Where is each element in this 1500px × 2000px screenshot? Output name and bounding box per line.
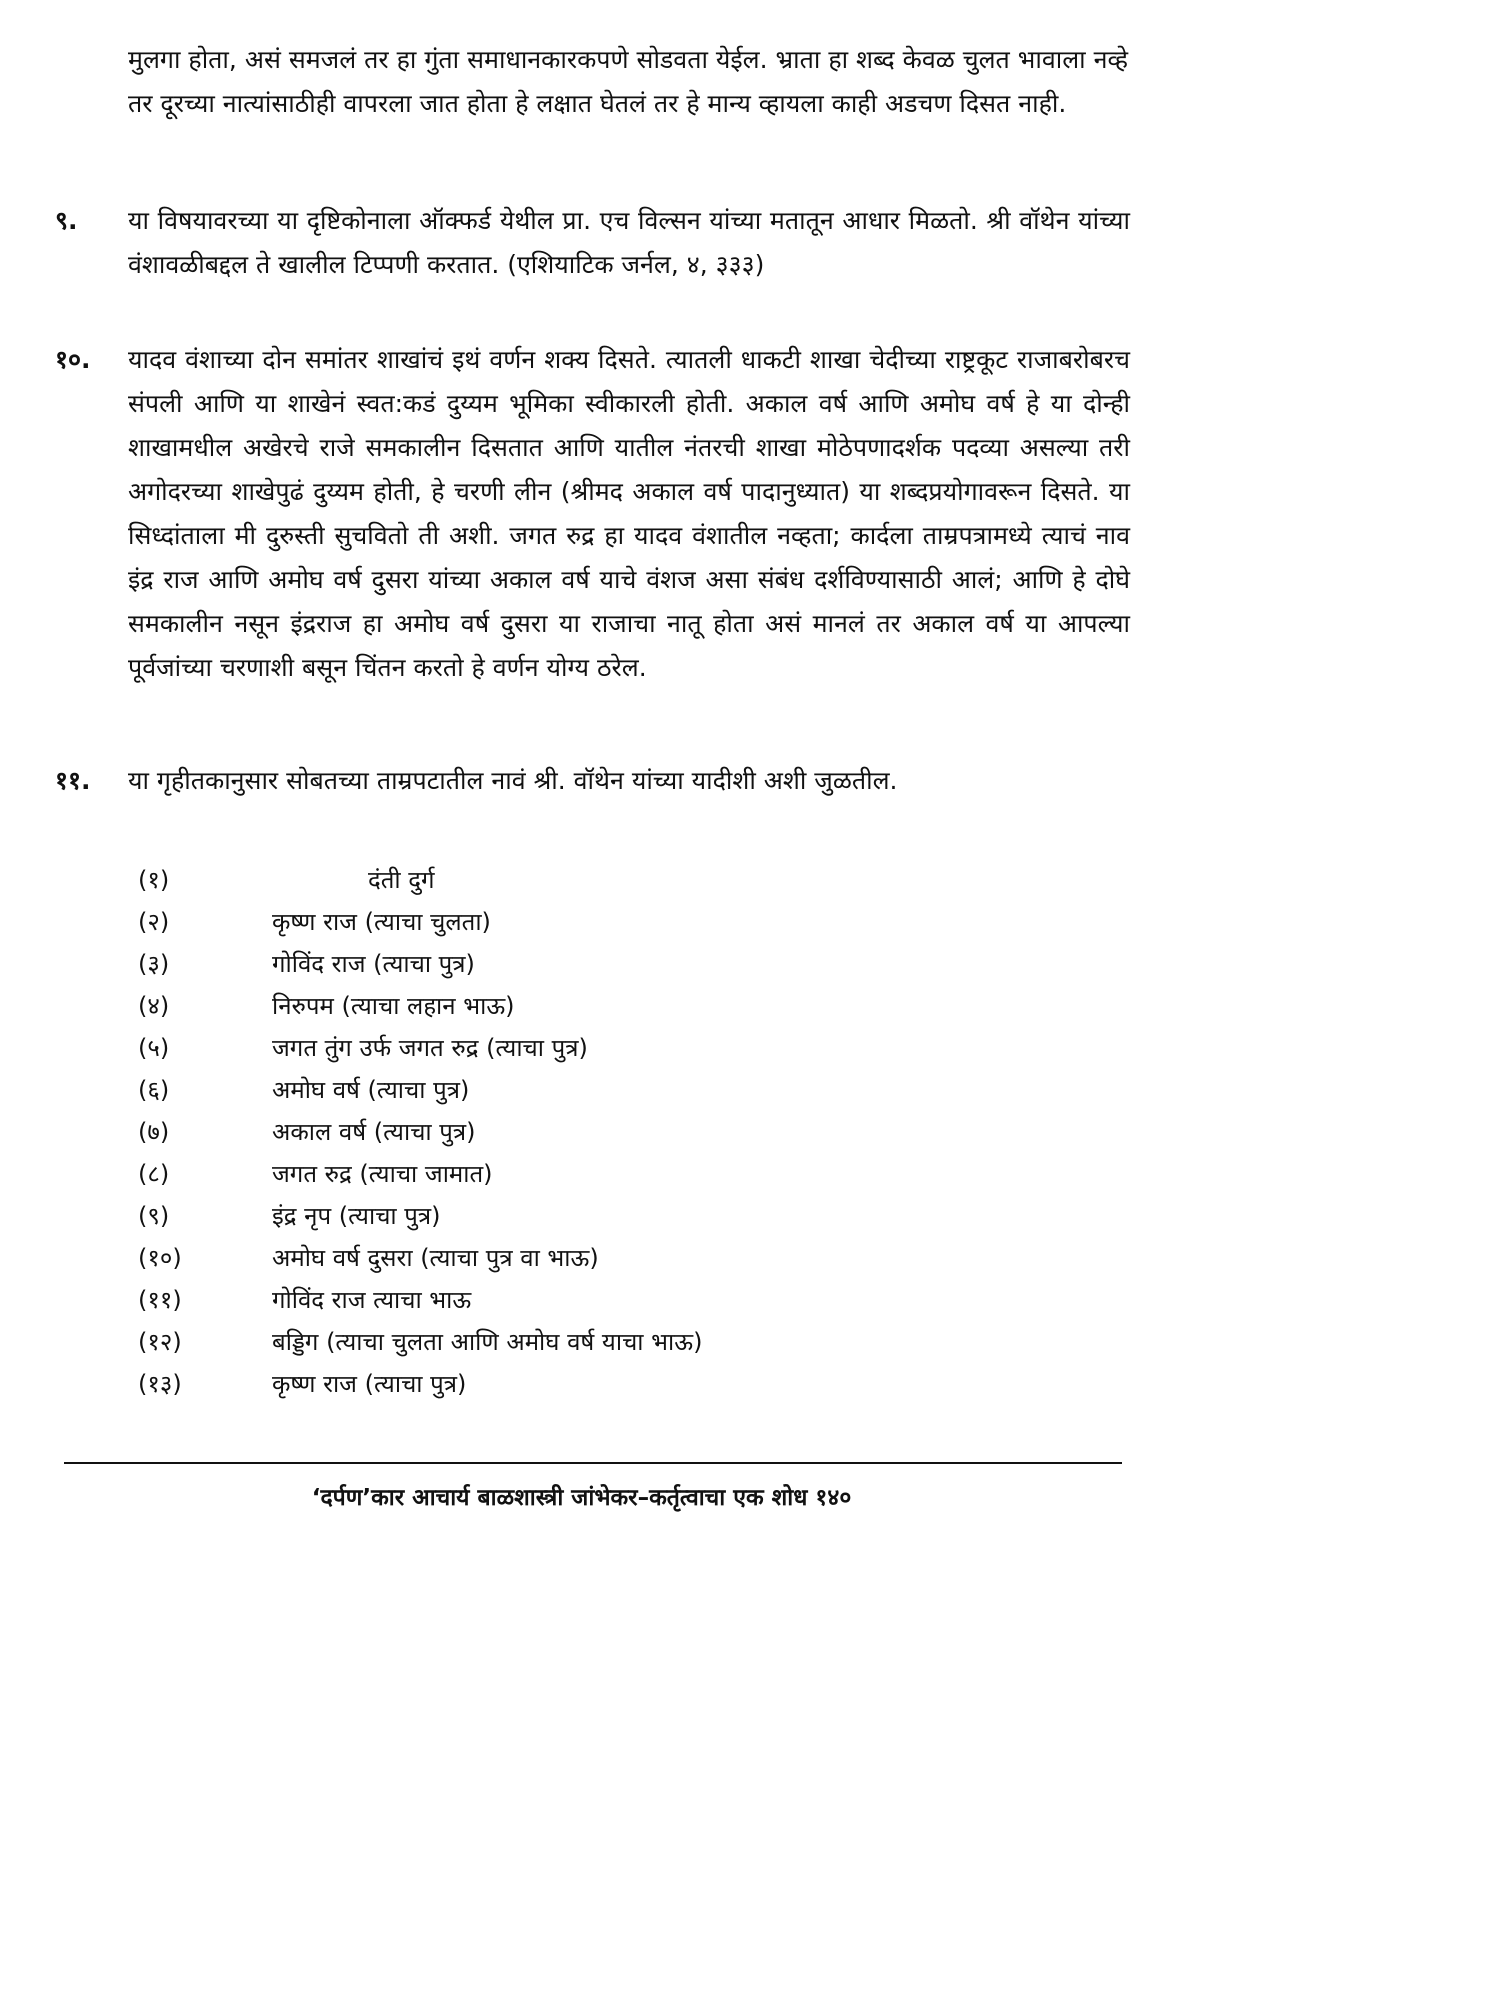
list-name: निरुपम (त्याचा लहान भाऊ) — [272, 992, 515, 1020]
list-index: (३) — [138, 950, 170, 978]
list-item — [138, 1319, 1038, 1361]
list-index: (४) — [138, 992, 170, 1020]
intro-text: मुलगा होता, असं समजलं तर हा गुंता समाधानकारकपणे सोडवता येईल. भ्राता हा शब्द केवळ चुलत भावाला नव्हे तर दूरच्या नात्यांसाठीही वापरला जात होता हे लक्षात घेतलं तर हे मान्य व्हायला काही अडचण दिसत नाही. — [128, 45, 1128, 118]
paragraph-text: या विषयावरच्या या दृष्टिकोनाला ऑक्फर्ड येथील प्रा. एच विल्सन यांच्या मतातून आधार मिळतो. श्री वॉथेन यांच्या वंशावळीबद्दल ते खालील टिप्पणी करतात. (एशियाटिक जर्नल, ४, ३३३) — [128, 206, 1130, 279]
list-name: जगत तुंग उर्फ जगत रुद्र (त्याचा पुत्र) — [272, 1034, 588, 1062]
list-item — [138, 1151, 1038, 1193]
list-index: (९) — [138, 1202, 170, 1230]
list-index: (८) — [138, 1160, 170, 1188]
lineage-list — [138, 857, 1038, 1403]
list-name: अकाल वर्ष (त्याचा पुत्र) — [272, 1118, 476, 1146]
list-item — [138, 1277, 1038, 1319]
list-index: (७) — [138, 1118, 170, 1146]
list-index: (११) — [138, 1286, 182, 1314]
numbered-paragraph-11 — [55, 759, 1130, 803]
page-footer: ‘दर्पण’कार आचार्य बाळशास्त्री जांभेकर–कर्तृत्वाचा एक शोध १४० — [311, 1485, 852, 1511]
intro-paragraph — [128, 38, 1128, 126]
list-index: (२) — [138, 908, 170, 936]
list-name: कृष्ण राज (त्याचा चुलता) — [272, 908, 491, 936]
paragraph-number: ९. — [55, 206, 78, 235]
list-name: कृष्ण राज (त्याचा पुत्र) — [272, 1370, 467, 1398]
list-name: गोविंद राज त्याचा भाऊ — [272, 1286, 472, 1314]
paragraph-text: यादव वंशाच्या दोन समांतर शाखांचं इथं वर्णन शक्य दिसते. त्यातली धाकटी शाखा चेदीच्या राष्ट्रकूट राजाबरोबरच संपली आणि या शाखेनं स्वत:कडं दुय्यम भूमिका स्वीकारली होती. अकाल वर्ष आणि अमोघ वर्ष हे या दोन्ही शाखामधील अखेरचे राजे समकालीन दिसतात आणि यातील नंतरची शाखा मोठेपणादर्शक पदव्या असल्या तरी अगोदरच्या शाखेपुढं दुय्यम होती, हे चरणी लीन (श्रीमद अकाल वर्ष पादानुध्यात) या शब्दप्रयोगावरून दिसते. या सिध्दांताला मी दुरुस्ती सुचवितो ती अशी. जगत रुद्र हा यादव वंशातील नव्हता; कार्दला ताम्रपत्रामध्ये त्याचं नाव इंद्र राज आणि अमोघ वर्ष दुसरा यांच्या अकाल वर्ष याचे वंशज असा संबंध दर्शविण्यासाठी आलं; आणि हे दोघे समकालीन नसून इंद्रराज हा अमोघ वर्ष दुसरा या राजाचा नातू होता असं मानलं तर अकाल वर्ष या आपल्या पूर्वजांच्या चरणाशी बसून चिंतन करतो हे वर्णन योग्य ठरेल. — [128, 345, 1130, 682]
list-item — [138, 1025, 1038, 1067]
list-item — [138, 1361, 1038, 1403]
list-item — [138, 1067, 1038, 1109]
list-item — [138, 857, 1038, 899]
list-name: बड्डिग (त्याचा चुलता आणि अमोघ वर्ष याचा भाऊ) — [272, 1328, 703, 1356]
list-index: (५) — [138, 1034, 170, 1062]
paragraph-text: या गृहीतकानुसार सोबतच्या ताम्रपटातील नावं श्री. वॉथेन यांच्या यादीशी अशी जुळतील. — [128, 766, 898, 795]
list-index: (१०) — [138, 1244, 182, 1272]
list-item — [138, 983, 1038, 1025]
list-index: (१३) — [138, 1370, 182, 1398]
list-index: (१) — [138, 866, 170, 894]
list-item — [138, 899, 1038, 941]
list-item — [138, 941, 1038, 983]
list-item — [138, 1193, 1038, 1235]
list-name: जगत रुद्र (त्याचा जामात) — [272, 1160, 493, 1188]
list-item — [138, 1235, 1038, 1277]
numbered-paragraph-10 — [55, 338, 1130, 690]
paragraph-number: ११. — [55, 766, 91, 795]
footer-divider — [64, 1462, 1122, 1464]
numbered-paragraph-9 — [55, 199, 1130, 287]
paragraph-number: १०. — [55, 345, 91, 374]
list-name: दंती दुर्ग — [368, 866, 435, 894]
list-name: गोविंद राज (त्याचा पुत्र) — [272, 950, 475, 978]
list-index: (१२) — [138, 1328, 182, 1356]
list-index: (६) — [138, 1076, 170, 1104]
list-name: इंद्र नृप (त्याचा पुत्र) — [272, 1202, 441, 1230]
list-item — [138, 1109, 1038, 1151]
list-name: अमोघ वर्ष दुसरा (त्याचा पुत्र वा भाऊ) — [272, 1244, 599, 1272]
list-name: अमोघ वर्ष (त्याचा पुत्र) — [272, 1076, 470, 1104]
